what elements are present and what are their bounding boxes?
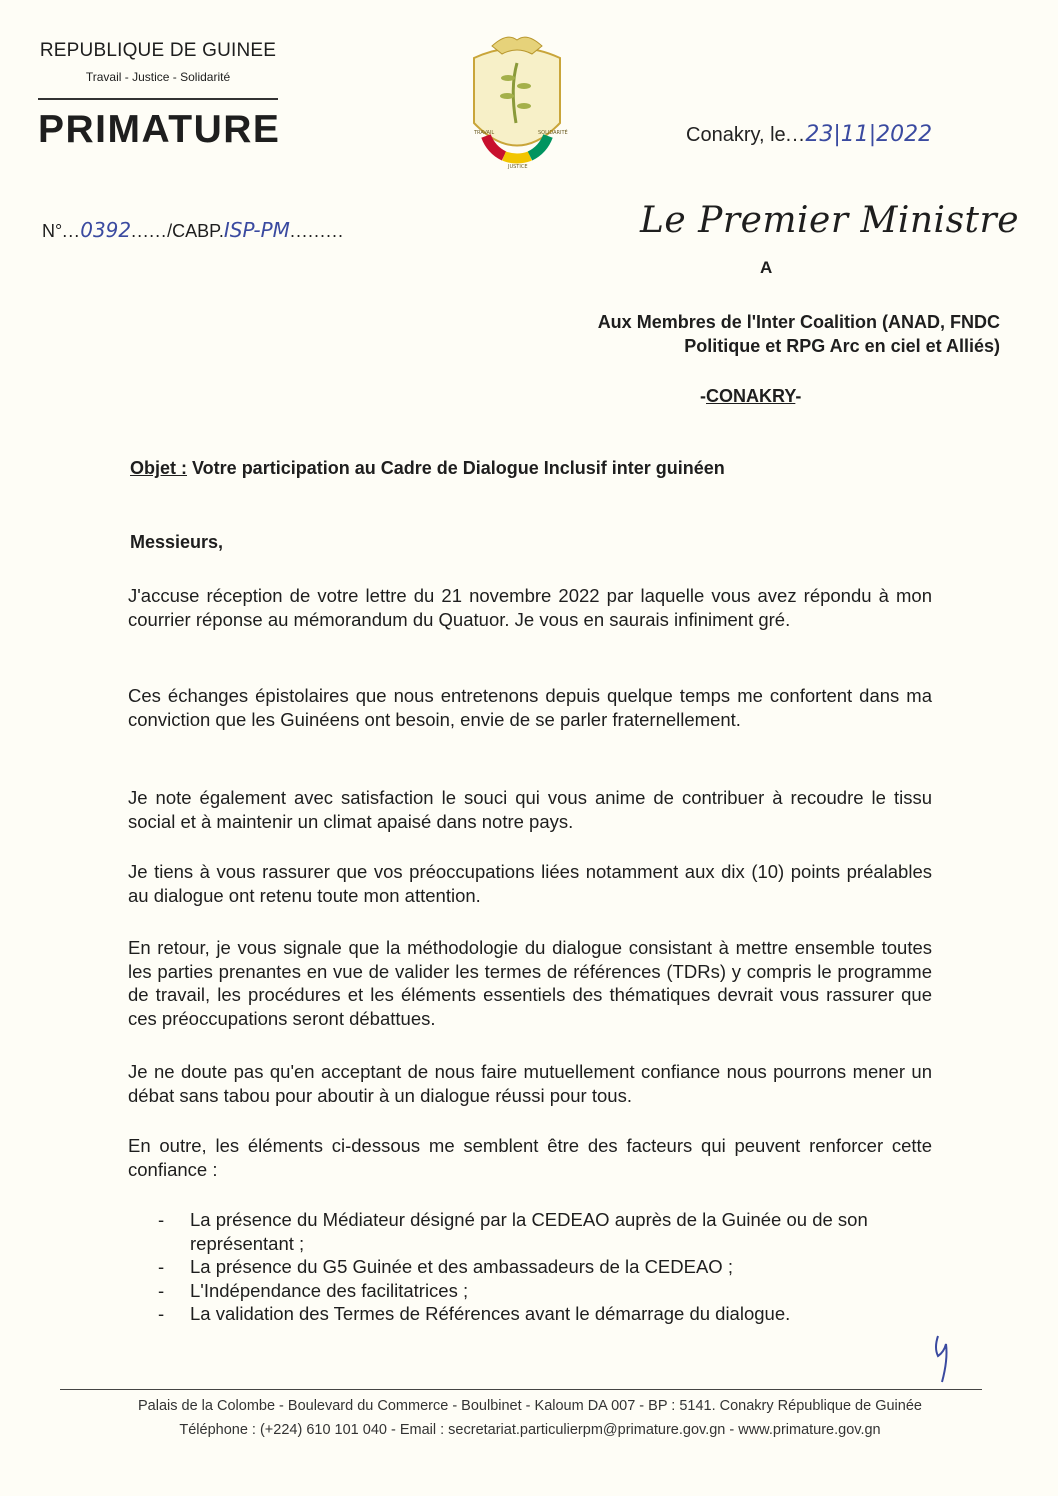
emblem-word-right: SOLIDARITÉ xyxy=(538,130,568,136)
bullet-marker: - xyxy=(158,1209,165,1230)
dateline: Conakry, le...23|11|2022 xyxy=(686,122,933,147)
subject-label: Objet : xyxy=(130,458,187,478)
dateline-place: Conakry, le xyxy=(686,124,786,146)
initials-signature xyxy=(930,1330,960,1390)
body-paragraph: Je note également avec satisfaction le souci qui vous anime de contribuer à recoudre le tissu social et à maintenir un climat apaisé dans notre pays. xyxy=(128,787,932,832)
recipient-city: -CONAKRY- xyxy=(700,386,802,406)
reference-prefix: N° xyxy=(42,221,63,241)
recipient-city-name: CONAKRY xyxy=(706,386,796,406)
body-paragraph: Je ne doute pas qu'en acceptant de nous faire mutuellement confiance nous pourrons mener un débat sans tabou pour aboutir à un dialogue réussi pour tous. xyxy=(128,1061,932,1106)
footer-contact: Téléphone : (+224) 610 101 040 - Email : secretariat.particulierpm@primature.gov.gn - www.primature.gov.gn xyxy=(179,1422,881,1438)
conditions-list xyxy=(158,1208,938,1326)
reference-value: 0392 xyxy=(80,218,132,242)
footer-divider xyxy=(60,1389,982,1390)
coat-of-arms-icon xyxy=(452,28,582,178)
reference-number: N°...0392....../CABP.ISP-PM......... xyxy=(42,218,344,242)
body-paragraph: En retour, je vous signale que la méthodologie du dialogue consistant à mettre ensemble toutes les parties prenantes en vue de valider les termes de références (TDRs) y compris le programme de travail, les procédures et les éléments essentiels des thématiques devrait vous rassurer que ces préoccupations seront débattues. xyxy=(128,937,932,1029)
emblem-word-left: TRAVAIL xyxy=(474,130,495,136)
sender-title: Le Premier Ministre xyxy=(640,200,1020,241)
office-title: PRIMATURE xyxy=(38,108,281,151)
recipient-line-1: Aux Membres de l'Inter Coalition (ANAD, FNDC xyxy=(597,312,1000,332)
national-motto: Travail - Justice - Solidarité xyxy=(85,70,231,84)
bullet-marker: - xyxy=(158,1256,165,1277)
emblem-word-bottom: JUSTICE xyxy=(508,164,528,170)
reference-mid: /CABP. xyxy=(167,221,224,241)
bullet-marker: - xyxy=(158,1279,165,1301)
to-word: A xyxy=(760,258,773,277)
body-paragraph: Ces échanges épistolaires que nous entretenons depuis quelque temps me confortent dans ma conviction que les Guinéens ont besoin, envie de se parler fraternellement. xyxy=(128,685,932,730)
salutation: Messieurs, xyxy=(130,532,224,552)
subject-line xyxy=(130,458,725,479)
list-item: - L'Indépendance des facilitatrices ; xyxy=(158,1279,469,1301)
header-divider xyxy=(38,98,278,100)
subject-text: Votre participation au Cadre de Dialogue Inclusif inter guinéen xyxy=(192,458,725,478)
dateline-date: 23|11|2022 xyxy=(805,122,933,147)
bullet-marker: - xyxy=(158,1303,165,1324)
body-paragraph: En outre, les éléments ci-dessous me semblent être des facteurs qui peuvent renforcer cette confiance : xyxy=(128,1135,932,1180)
country-name: REPUBLIQUE DE GUINEE xyxy=(39,40,277,61)
recipient-address xyxy=(470,310,1000,358)
reference-code: ISP-PM xyxy=(223,218,290,242)
list-item: - La présence du Médiateur désigné par la CEDEAO auprès de la Guinée ou de son représentant ; xyxy=(158,1209,868,1254)
footer-address: Palais de la Colombe - Boulevard du Commerce - Boulbinet - Kaloum DA 007 - BP : 5141. Conakry République de Guinée xyxy=(138,1398,922,1414)
recipient-line-2: Politique et RPG Arc en ciel et Alliés) xyxy=(684,336,1000,356)
list-item: - La validation des Termes de Références avant le démarrage du dialogue. xyxy=(158,1303,791,1324)
body-paragraph: Je tiens à vous rassurer que vos préoccupations liées notamment aux dix (10) points préalables au dialogue ont retenu toute mon attention. xyxy=(128,861,932,906)
body-paragraph: J'accuse réception de votre lettre du 21 novembre 2022 par laquelle vous avez répondu à mon courrier réponse au mémorandum du Quatuor. Je vous en saurais infiniment gré. xyxy=(128,585,932,630)
list-item: - La présence du G5 Guinée et des ambassadeurs de la CEDEAO ; xyxy=(158,1256,733,1277)
